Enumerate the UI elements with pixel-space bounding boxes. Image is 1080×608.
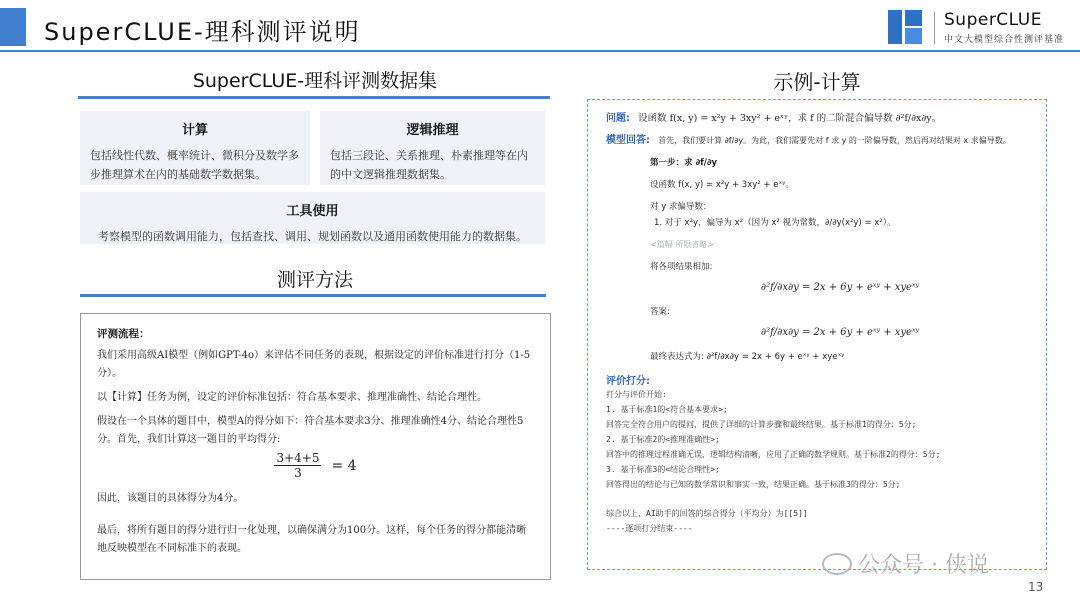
score-end: ----逐项打分结束----	[606, 524, 693, 533]
page-title: SuperCLUE-理科测评说明	[44, 18, 361, 46]
method-title: 测评方法	[276, 269, 353, 291]
method-paragraph-3: 假设在一个具体的题目中，模型A的得分如下：符合基本要求3分、推理准确性4分、结论合理性5分。首先，我们计算这一题目的平均得分:	[97, 416, 524, 445]
answer-label: 模型回答:	[606, 135, 650, 146]
superclue-logo	[888, 8, 1078, 48]
card-tool-use-desc: 考察模型的函数调用能力，包括查找、调用、规划函数以及通用函数使用能力的数据集。	[98, 230, 527, 243]
final-expression: 最终表达式为: ∂²f/∂x∂y = 2x + 6y + eˣʸ + xyeˣʸ	[650, 352, 845, 362]
method-paragraph-5: 最后，将所有题目的得分进行归一化处理，以确保满分为100分。这样，每个任务的得分都能清晰地反映模型在不同标准下的表现。	[97, 525, 527, 554]
average-formula	[97, 451, 534, 480]
method-heading: 评测流程：	[97, 328, 150, 340]
formula-denominator: 3	[294, 466, 302, 480]
card-tool-use-title: 工具使用	[286, 204, 339, 219]
logo-subtitle: 中文大模型综合性测评基准	[944, 35, 1065, 45]
method-title-rule	[80, 294, 546, 297]
omitted-note: <篇幅 所限省略>	[650, 240, 714, 249]
answer-sub-label: 答案:	[650, 307, 670, 317]
step-1-heading: 第一步：求 ∂f/∂y	[650, 158, 718, 168]
logo-mark-icon	[888, 10, 922, 44]
card-calculation	[80, 111, 310, 185]
score-line: 3. 基于标准3的<结论合理性>;	[606, 465, 720, 474]
method-paragraph-1: 我们采用高级AI模型（例如GPT-4o）来评估不同任务的表现，根据设定的评价标准进行打分（1-5分）。	[97, 350, 531, 379]
score-line: 回答完全符合用户的提问，提供了详细的计算步骤和最终结果。基于标准1的得分：5分;	[606, 420, 917, 429]
card-logic-desc: 包括三段论、关系推理、朴素推理等在内的中文逻辑推理数据集。	[330, 149, 528, 181]
step-1-item: 1. 对于 x²y，偏导为 x²（因为 x² 视为常数，∂/∂y(x²y) = x²）。	[654, 218, 896, 228]
watermark-text: 公众号 · 侠说	[858, 553, 989, 578]
dataset-title-rule	[78, 96, 550, 99]
page-number: 13	[1028, 580, 1044, 594]
score-summary: 综合以上，AI助手的回答的综合得分（平均分）为[[5]]	[606, 509, 808, 518]
score-lines	[606, 387, 1030, 492]
equation-2: ∂²f/∂x∂y = 2x + 6y + eˣʸ + xyeˣʸ	[760, 327, 920, 338]
logo-name: SuperCLUE	[944, 10, 1042, 30]
score-label: 评价打分:	[606, 376, 650, 387]
score-line: 打分与评价开始:	[606, 390, 667, 399]
step-1-subheading: 对 y 求偏导数：	[650, 202, 712, 212]
sum-label: 将各项结果相加:	[650, 262, 713, 272]
card-logic	[320, 111, 545, 185]
logo-separator	[934, 12, 935, 44]
score-line: 回答中的推理过程准确无误，逻辑结构清晰，应用了正确的数学规则。基于标准2的得分：5分;	[606, 450, 941, 459]
example-title: 示例-计算	[773, 70, 861, 94]
score-line: 回答得出的结论与已知的数学常识和事实一致，结果正确。基于标准3的得分：5分;	[606, 480, 901, 489]
method-panel	[80, 313, 551, 580]
answer-intro: 首先，我们要计算 ∂f/∂y。为此，我们需要先对 f 求 y 的一阶偏导数，然后再对结果对 x 求偏导数。	[658, 136, 1011, 145]
card-calculation-title: 计算	[181, 123, 208, 138]
wechat-watermark	[822, 548, 989, 579]
card-logic-title: 逻辑推理	[406, 123, 459, 138]
card-tool-use	[80, 192, 545, 244]
score-line: 2. 基于标准2的<推理准确性>;	[606, 435, 720, 444]
card-calculation-desc: 包括线性代数、概率统计、微积分及数学多步推理算术在内的基础数学数据集。	[90, 149, 299, 181]
wechat-icon	[822, 553, 852, 575]
formula-result: = 4	[331, 457, 357, 474]
dataset-title: SuperCLUE-理科评测数据集	[192, 70, 438, 92]
formula-numerator: 3+4+5	[276, 451, 320, 465]
question-text: 设函数 f(x, y) = x²y + 3xy² + eˣʸ，求 f 的二阶混合偏导数 ∂²f/∂x∂y。	[638, 113, 942, 124]
header-divider	[0, 50, 1080, 52]
equation-1: ∂²f/∂x∂y = 2x + 6y + eˣʸ + xyeˣʸ	[760, 282, 920, 293]
example-panel	[587, 99, 1047, 570]
header-accent-bar	[0, 8, 26, 46]
step-1-function: 设函数 f(x, y) = x²y + 3xy² + eˣʸ。	[650, 180, 794, 190]
method-paragraph-4: 因此，该题目的具体得分为4分。	[97, 493, 244, 504]
method-paragraph-2: 以【计算】任务为例，设定的评价标准包括：符合基本要求、推理准确性、结论合理性。	[97, 392, 487, 403]
question-label: 问题:	[606, 113, 630, 124]
score-line: 1. 基于标准1的<符合基本要求>;	[606, 405, 728, 414]
